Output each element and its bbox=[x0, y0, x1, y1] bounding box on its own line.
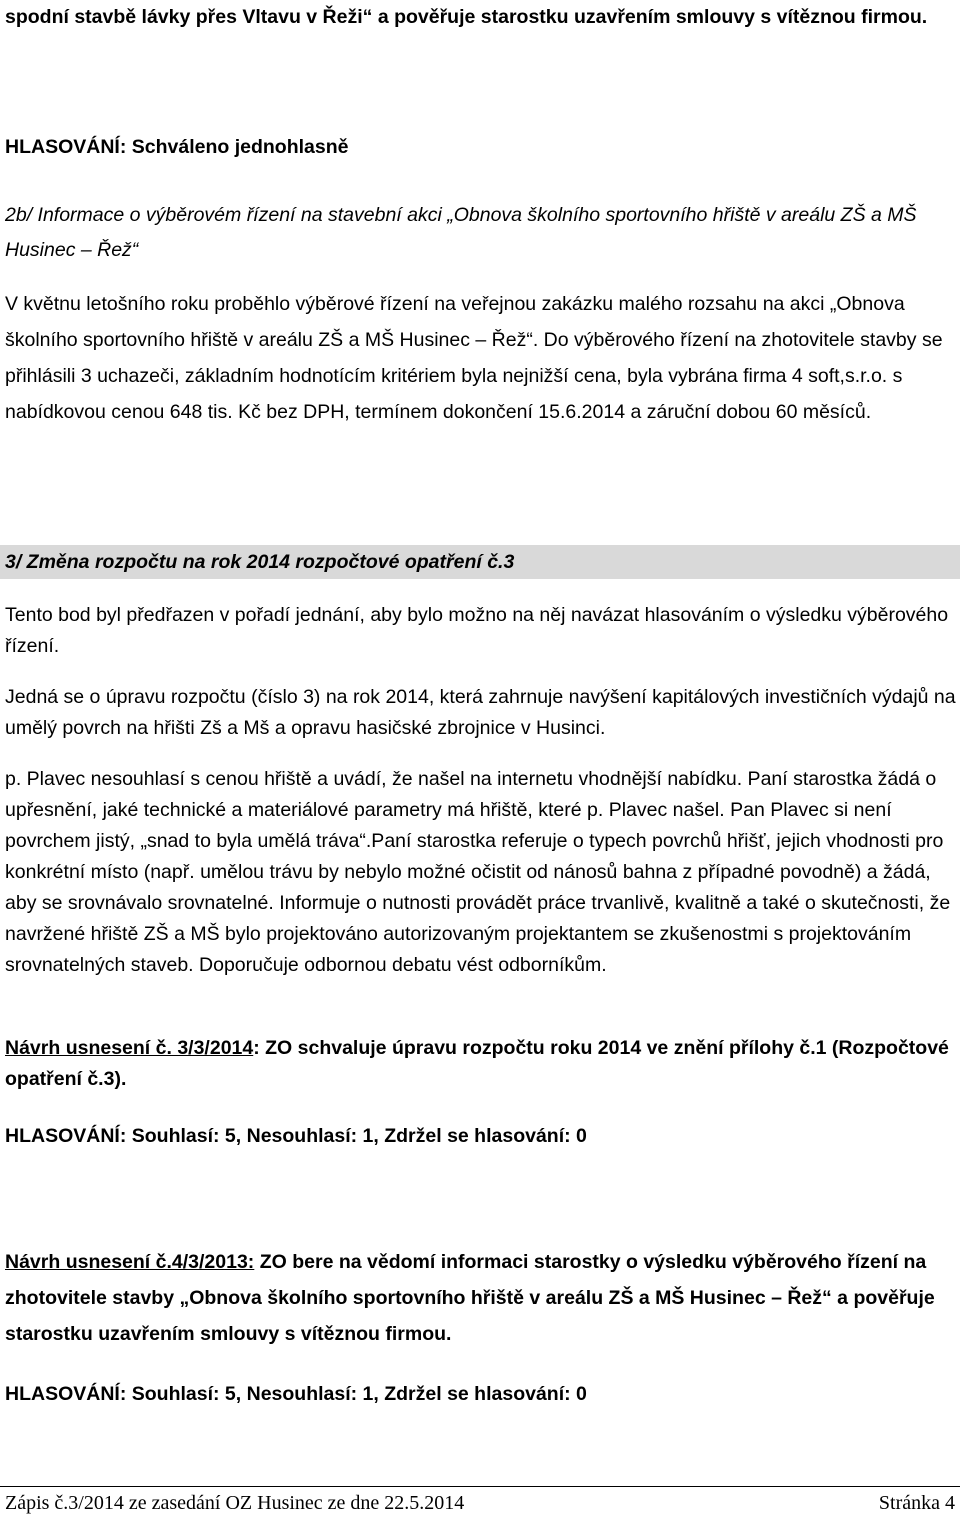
section-3-paragraph-2: Jedná se o úpravu rozpočtu (číslo 3) na rok 2014, která zahrnuje navýšení kapitálových investičních výdajů na umělý povrch na hřišti Zš a Mš a opravu hasičské zbrojnice v Husinci. bbox=[5, 686, 956, 739]
paragraph-top: spodní stavbě lávky přes Vltavu v Řeži“ a pověřuje starostku uzavřením smlouvy s vítěznou firmou. bbox=[5, 6, 928, 28]
footer-document-title: Zápis č.3/2014 ze zasedání OZ Husinec ze dne 22.5.2014 bbox=[5, 1492, 465, 1514]
section-3-heading: 3/ Změna rozpočtu na rok 2014 rozpočtové opatření č.3 bbox=[5, 551, 515, 573]
section-3-paragraph-1: Tento bod byl předřazen v pořadí jednání, aby bylo možno na něj navázat hlasováním o výsledku výběrového řízení. bbox=[5, 604, 949, 657]
section-3-paragraph-3: p. Plavec nesouhlasí s cenou hřiště a uvádí, že našel na internetu vhodnější nabídku. Paní starostka žádá o upřesnění, jaké technické a materiálové parametry má hřiště, které p. Plavec našel. Pan Plavec si není povrchem jistý, „snad to byla umělá tráva“.Paní starostka referuje o typech povrchů hřišť, jejich vhodnosti pro konkrétní místo (např. umělou trávu by nebylo možné očistit od nánosů bahna z případné povodně) a žádá, aby se srovnávalo srovnatelné. Informuje o nutnosti provádět práce trvanlivě, kvalitně a také o skutečnosti, že navržené hřiště ZŠ a MŠ bylo projektováno autorizovaným projektantem se zkušenostmi s projektováním srovnatelných staveb. Doporučuje odbornou debatu vést odborníkům. bbox=[5, 768, 951, 976]
vote-result-3: HLASOVÁNÍ: Souhlasí: 5, Nesouhlasí: 1, Zdržel se hlasování: 0 bbox=[5, 1383, 587, 1405]
resolution-label: Návrh usnesení č.4/3/2013: bbox=[5, 1251, 255, 1273]
vote-result-2: HLASOVÁNÍ: Souhlasí: 5, Nesouhlasí: 1, Zdržel se hlasování: 0 bbox=[5, 1125, 587, 1147]
resolution-4-3-2013 bbox=[5, 1244, 956, 1352]
resolution-text: ZO bere na vědomí informaci starostky o výsledku výběrového řízení na zhotovitele stavby „Obnova školního sportovního hřiště v areálu ZŠ a MŠ Husinec – Řež“ a pověřuje starostku uzavřením smlouvy s vítěznou firmou. bbox=[5, 1251, 935, 1345]
resolution-3-3-2014 bbox=[5, 1033, 956, 1095]
vote-result-1: HLASOVÁNÍ: Schváleno jednohlasně bbox=[5, 136, 349, 158]
section-2b-text: V květnu letošního roku proběhlo výběrové řízení na veřejnou zakázku malého rozsahu na akci „Obnova školního sportovního hřiště v areálu ZŠ a MŠ Husinec – Řež“. Do výběrového řízení na zhotovitele stavby se přihlásili 3 uchazeči, základním hodnotícím kritériem byla nejnižší cena, byla vybrána firma 4 soft,s.r.o. s nabídkovou cenou 648 tis. Kč bez DPH, termínem dokončení 15.6.2014 a záruční dobou 60 měsíců. bbox=[5, 293, 943, 423]
section-3-heading-bar bbox=[0, 545, 960, 579]
footer-page-number: Stránka 4 bbox=[878, 1492, 955, 1514]
resolution-text: : ZO schvaluje úpravu rozpočtu roku 2014 ve znění přílohy č.1 (Rozpočtové opatření č.3). bbox=[5, 1037, 949, 1090]
resolution-label: Návrh usnesení č. 3/3/2014 bbox=[5, 1037, 254, 1059]
section-2b-heading: 2b/ Informace o výběrovém řízení na stavební akci „Obnova školního sportovního hřiště v areálu ZŠ a MŠ Husinec – Řež“ bbox=[5, 204, 917, 261]
footer-divider bbox=[0, 1486, 960, 1487]
